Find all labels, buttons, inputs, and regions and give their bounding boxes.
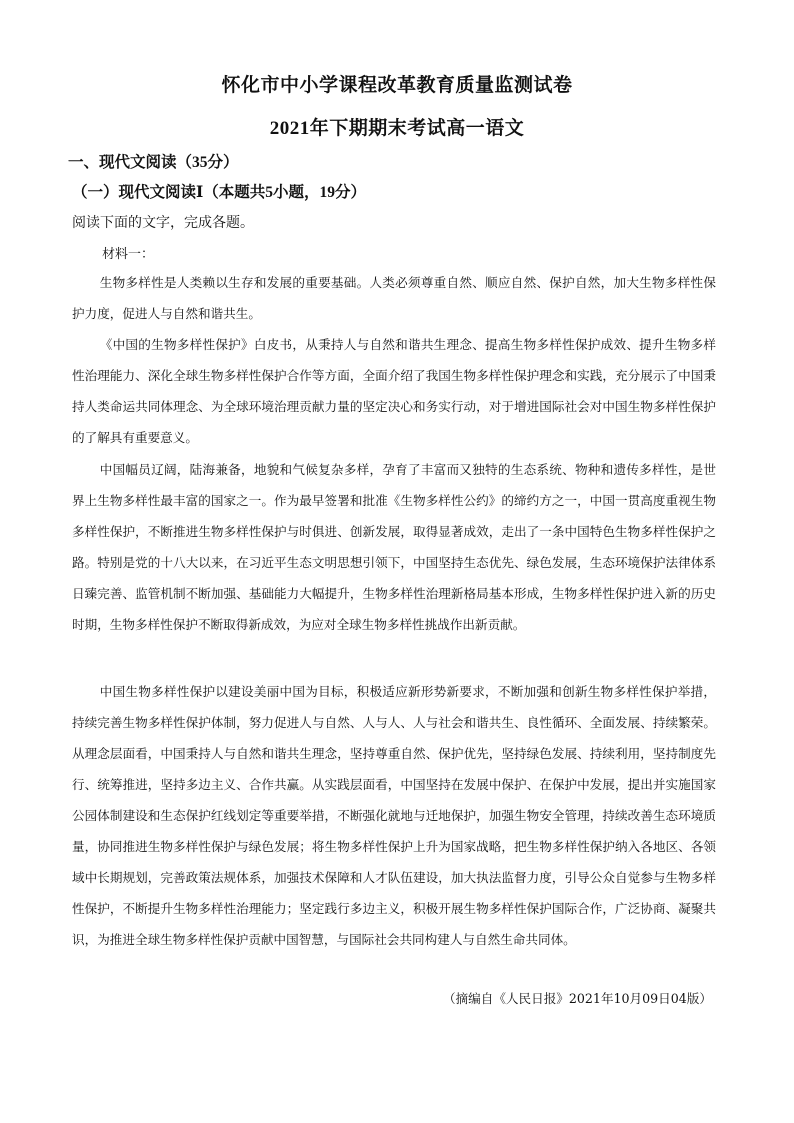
source-citation: （摘编自《人民日报》2021年10月09日04版） [442, 991, 712, 1006]
subsection-heading: （一）现代文阅读Ⅰ（本题共5小题，19分） [72, 184, 367, 201]
article-paragraph: 中国幅员辽阔，陆海兼备，地貌和气候复杂多样，孕育了丰富而又独特的生态系统、物种和遗传多样性，是世界上生物多样性最丰富的国家之一。作为最早签署和批准《生物多样性公约》的缔约方之一，中国一贯高度重视生物多样性保护，不断推进生物多样性保护与时俱进、创新发展，取得显著成效，走出了一条中国特色生物多样性保护之路。特别是党的十八大以来，在习近平生态文明思想引领下，中国坚持生态优先、绿色发展，生态环境保护法律体系日臻完善、监管机制不断加强、基础能力大幅提升，生物多样性治理新格局基本形成，生物多样性保护进入新的历史时期，生物多样性保护不断取得新成效，为应对全球生物多样性挑战作出新贡献。 [72, 462, 716, 632]
article-paragraph: 中国生物多样性保护以建设美丽中国为目标，积极适应新形势新要求，不断加强和创新生物多样性保护举措，持续完善生物多样性保护体制，努力促进人与自然、人与人、人与社会和谐共生、良性循环、全面发展、持续繁荣。从理念层面看，中国秉持人与自然和谐共生理念，坚持尊重自然、保护优先，坚持绿色发展、持续利用，坚持制度先行、统筹推进，坚持多边主义、合作共赢。从实践层面看，中国坚持在发展中保护、在保护中发展，提出并实施国家公园体制建设和生态保护红线划定等重要举措，不断强化就地与迁地保护，加强生物安全管理，持续改善生态环境质量，协同推进生物多样性保护与绿色发展；将生物多样性保护上升为国家战略，把生物多样性保护纳入各地区、各领域中长期规划，完善政策法规体系，加强技术保障和人才队伍建设，加大执法监督力度，引导公众自觉参与生物多样性保护，不断提升生物多样性治理能力；坚定践行多边主义，积极开展生物多样性保护国际合作，广泛协商、凝聚共识，为推进全球生物多样性保护贡献中国智慧，与国际社会共同构建人与自然生命共同体。 [72, 684, 716, 947]
article-paragraph: 《中国的生物多样性保护》白皮书，从秉持人与自然和谐共生理念、提高生物多样性保护成效、提升生物多样性治理能力、深化全球生物多样性保护合作等方面，全面介绍了我国生物多样性保护理念和实践，充分展示了中国秉持人类命运共同体理念、为全球环境治理贡献力量的坚定决心和务实行动，对于增进国际社会对中国生物多样性保护的了解具有重要意义。 [72, 337, 716, 445]
article-paragraph: 生物多样性是人类赖以生存和发展的重要基础。人类必须尊重自然、顺应自然、保护自然，加大生物多样性保护力度，促进人与自然和谐共生。 [72, 275, 716, 321]
material-label: 材料一： [102, 247, 155, 262]
section-heading: 一、现代文阅读（35分） [68, 154, 239, 171]
exam-subtitle: 2021年下期期末考试高一语文 [269, 118, 525, 139]
reading-instruction: 阅读下面的文字，完成各题。 [72, 215, 254, 231]
exam-title: 怀化市中小学课程改革教育质量监测试卷 [221, 75, 573, 96]
